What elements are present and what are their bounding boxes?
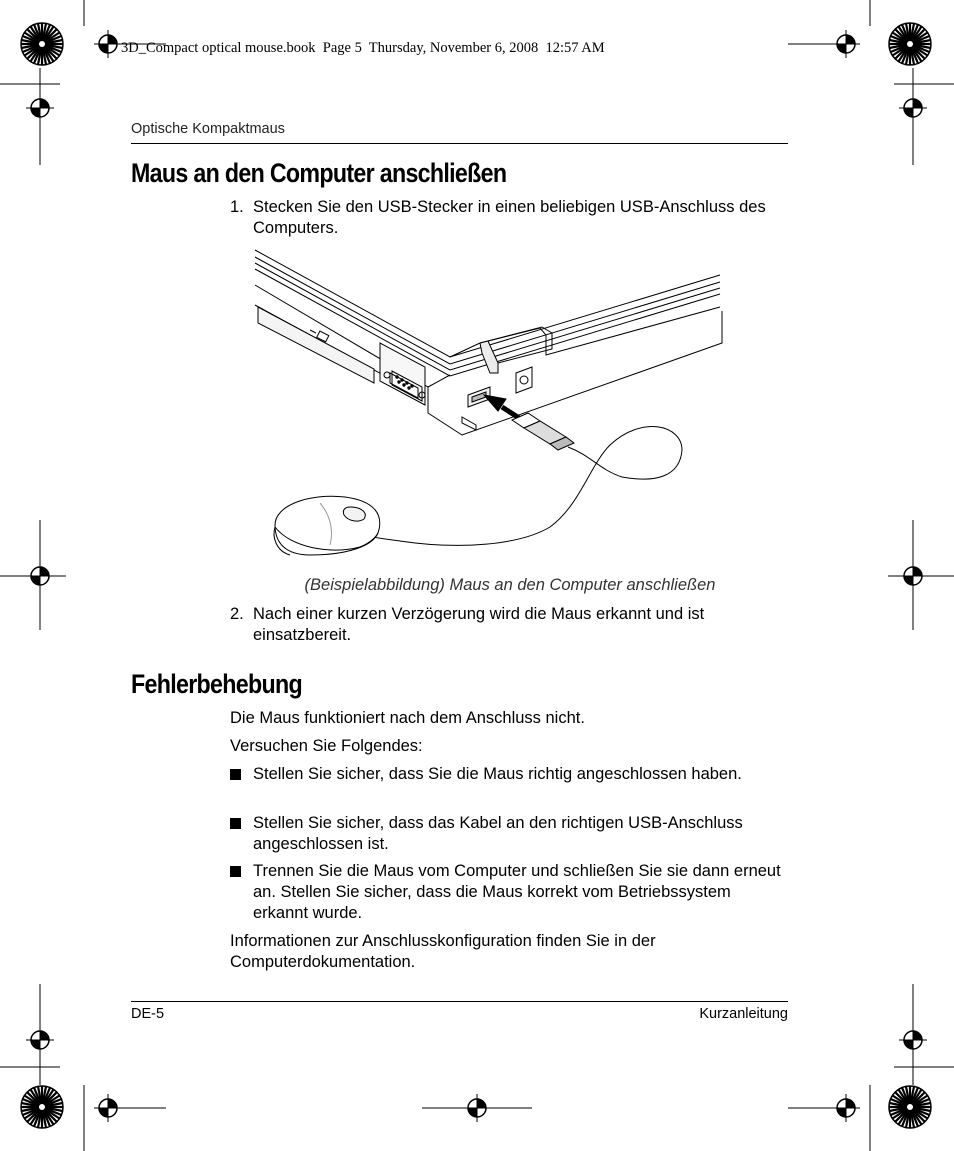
step-number: 2. <box>230 605 244 623</box>
laptop-mouse-illustration <box>250 245 730 565</box>
bullet-item <box>230 764 790 785</box>
step-text: Nach einer kurzen Verzögerung wird die Maus erkannt und ist einsatzbereit. <box>253 605 705 644</box>
running-header: Optische Kompaktmaus <box>131 121 285 137</box>
black-square-bullet-icon <box>230 861 253 883</box>
troubleshooting-intro: Die Maus funktioniert nach dem Anschluss nicht. <box>230 709 585 727</box>
header-rule <box>131 143 788 144</box>
figure-caption: (Beispielabbildung) Maus an den Computer anschließen <box>304 576 716 594</box>
bullet-item <box>230 813 790 855</box>
black-square-bullet-icon <box>230 813 253 835</box>
bullet-text: Stellen Sie sicher, dass Sie die Maus richtig angeschlossen haben. <box>253 765 742 783</box>
closing-paragraph: Informationen zur Anschlusskonfiguration finden Sie in der Computerdokumentation. <box>230 932 656 971</box>
bullet-text: Stellen Sie sicher, dass das Kabel an den richtigen USB-Anschluss angeschlossen ist. <box>253 814 743 853</box>
black-square-bullet-icon <box>230 764 253 786</box>
step-1 <box>230 197 790 239</box>
book-header: 3D_Compact optical mouse.book Page 5 Thursday, November 6, 2008 12:57 AM <box>121 40 605 56</box>
section-title-connect: Maus an den Computer anschließen <box>131 158 507 188</box>
footer-title: Kurzanleitung <box>699 1006 788 1022</box>
step-number: 1. <box>230 198 244 216</box>
section-title-troubleshooting: Fehlerbehebung <box>131 669 302 699</box>
page-number: DE-5 <box>131 1006 165 1022</box>
footer-rule <box>131 1001 788 1002</box>
try-following-text: Versuchen Sie Folgendes: <box>230 737 423 755</box>
bullet-text: Trennen Sie die Maus vom Computer und schließen Sie sie dann erneut an. Stellen Sie sicher, dass die Maus korrekt vom Betriebssystem erkannt wurde. <box>253 862 781 922</box>
step-2 <box>230 604 790 646</box>
bullet-item <box>230 861 790 924</box>
step-text: Stecken Sie den USB-Stecker in einen beliebigen USB-Anschluss des Computers. <box>253 198 766 237</box>
